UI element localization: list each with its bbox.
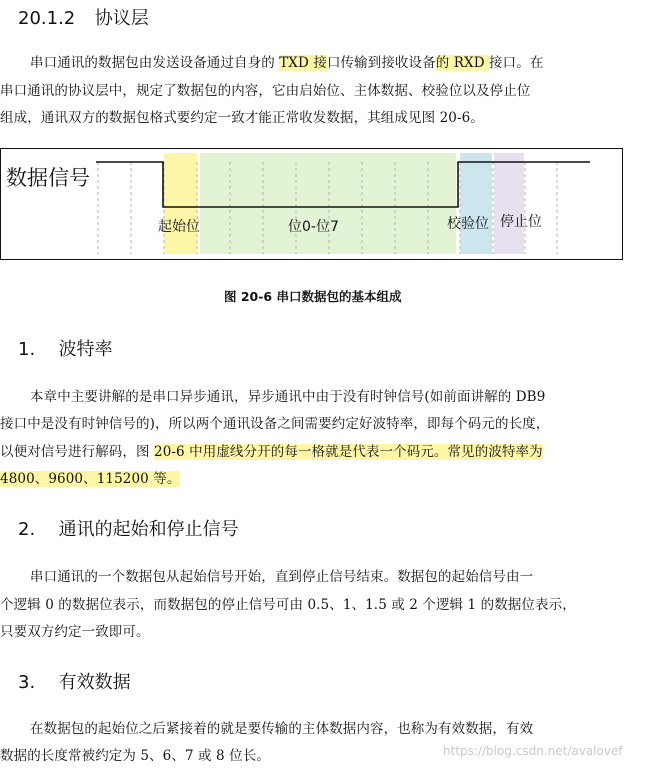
valid-data-text: 在数据包的起始位之后紧接着的就是要传输的主体数据内容，也称为有效数据，有效 <box>30 721 534 737</box>
packet-diagram <box>0 148 624 260</box>
valid-data-heading-number: 3. <box>18 672 36 693</box>
valid-data-line-1 <box>30 717 533 737</box>
highlighted-text: 的 RXD <box>435 55 490 71</box>
start-bit-area <box>164 153 197 254</box>
start-stop-text: 串口通讯的一个数据包从起始信号开始，直到停止信号结束。数据包的起始信号由一 <box>30 569 534 585</box>
baud-line-2 <box>0 412 549 432</box>
intro-text: 口传输到接收设备 <box>326 55 436 71</box>
start-stop-heading <box>18 515 239 541</box>
intro-text: 串口通讯的数据包由发送设备通过自身的 <box>30 55 280 71</box>
valid-data-heading-title: 有效数据 <box>58 672 131 693</box>
stop-bit-label: 停止位 <box>500 214 542 230</box>
baud-heading-title: 波特率 <box>58 339 113 360</box>
baud-line-3 <box>0 440 543 460</box>
intro-text: 接口。在 <box>489 55 544 71</box>
baud-text: 本章中主要讲解的是串口异步通讯，异步通讯中由于没有时钟信号(如前面讲解的 DB9 <box>30 389 546 405</box>
section-number: 20.1.2 <box>18 8 76 29</box>
parity-bit-area <box>460 153 492 254</box>
data-bits-label: 位0-位7 <box>288 219 339 235</box>
intro-text: 串口通讯的协议层中，规定了数据包的内容，它由启始位、主体数据、校验位以及停止位 <box>0 83 531 99</box>
intro-line-1 <box>30 51 543 71</box>
intro-line-2 <box>0 79 530 99</box>
signal-label: 数据信号 <box>6 166 90 190</box>
intro-line-3 <box>0 106 484 126</box>
start-stop-text: 只要双方约定一致即可。 <box>0 624 150 640</box>
baud-text: 接口中是没有时钟信号的)，所以两个通讯设备之间需要约定好波特率，即每个码元的长度， <box>0 416 550 432</box>
start-stop-line-3 <box>0 620 150 640</box>
watermark: https://blog.csdn.net/avalovef <box>443 744 623 758</box>
highlighted-text: 4800、9600、115200 等。 <box>0 471 181 487</box>
start-stop-heading-number: 2. <box>18 519 36 540</box>
section-title: 协议层 <box>94 8 149 29</box>
valid-data-heading <box>18 668 131 694</box>
start-stop-line-2 <box>0 593 576 613</box>
valid-data-line-2 <box>0 744 270 764</box>
highlighted-text: 20-6 中用虚线分开的每一格就是代表一个码元。常见的波特率为 <box>154 444 543 460</box>
start-bit-label: 起始位 <box>158 219 200 235</box>
intro-text: 组成，通讯双方的数据包格式要约定一致才能正常收发数据，其组成见图 20-6。 <box>0 110 484 126</box>
start-stop-text: 个逻辑 0 的数据位表示，而数据包的停止信号可由 0.5、1、1.5 或 2 个逻辑 1 的数据位表示， <box>0 597 576 613</box>
highlighted-text: TXD 接 <box>279 55 327 71</box>
section-heading <box>18 4 149 30</box>
start-stop-line-1 <box>30 565 533 585</box>
valid-data-text: 数据的长度常被约定为 5、6、7 或 8 位长。 <box>0 748 270 764</box>
baud-text: 以便对信号进行解码，图 <box>0 444 154 460</box>
packet-diagram-svg <box>0 148 624 260</box>
stop-bit-area <box>494 153 524 254</box>
parity-bit-label: 校验位 <box>447 216 489 232</box>
baud-heading <box>18 335 113 361</box>
figure-caption: 图 20-6 串口数据包的基本组成 <box>224 289 402 304</box>
baud-line-4 <box>0 467 180 487</box>
baud-heading-number: 1. <box>18 339 36 360</box>
data-bits-area <box>200 153 456 254</box>
baud-line-1 <box>30 385 545 405</box>
start-stop-heading-title: 通讯的起始和停止信号 <box>58 519 239 540</box>
